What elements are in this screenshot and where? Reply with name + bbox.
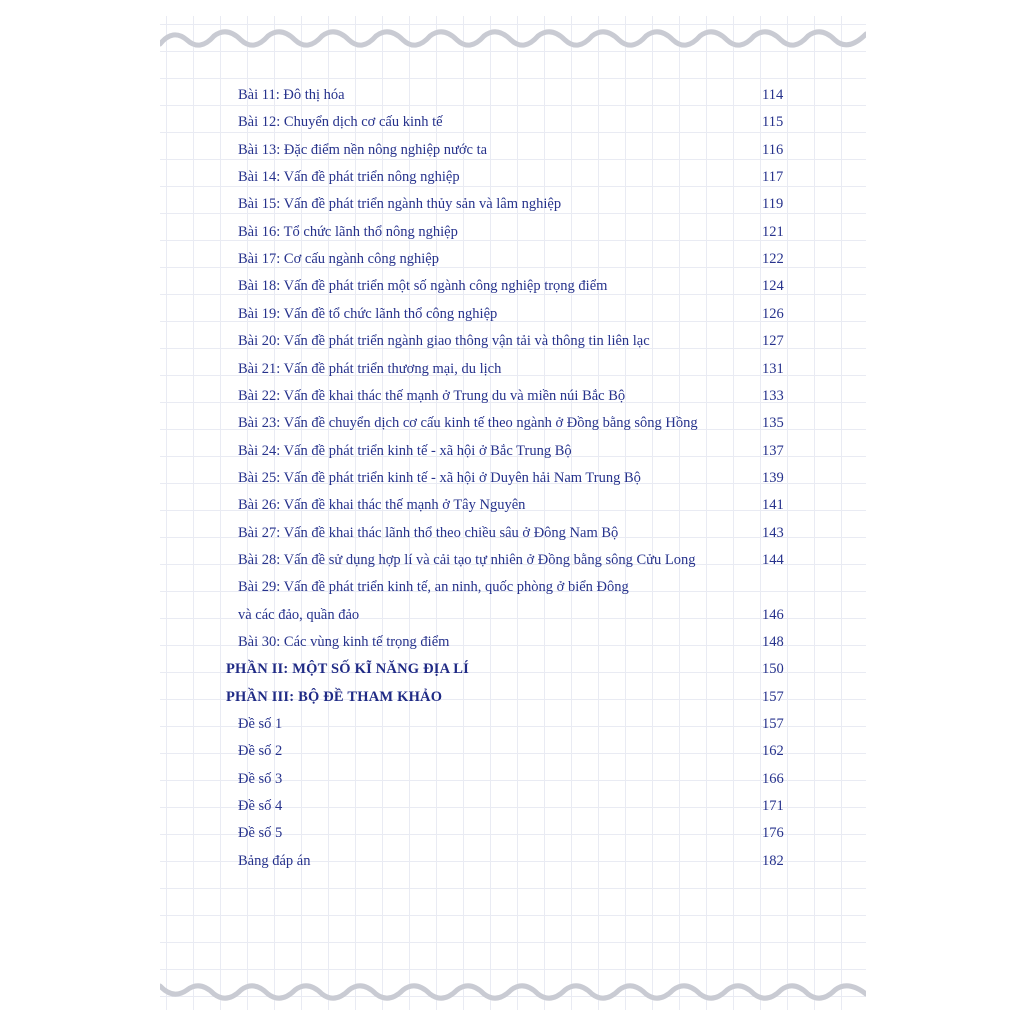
toc-entry — [160, 246, 866, 273]
toc-entry-title: Bài 14: Vấn đề phát triển nông nghiệp — [238, 169, 460, 186]
toc-entry-title: Bài 28: Vấn đề sử dụng hợp lí và cải tạo tự nhiên ở Đồng bằng sông Cửu Long — [238, 551, 696, 568]
toc-entry-page-number: 157 — [762, 716, 784, 733]
toc-entry-page-number: 176 — [762, 825, 784, 842]
toc-entry-page-number: 137 — [762, 442, 784, 459]
toc-entry — [160, 410, 866, 437]
toc-entry-page-number: 162 — [762, 743, 784, 760]
toc-entry — [160, 629, 866, 656]
toc-entry-page-number: 114 — [762, 87, 784, 103]
toc-entry — [160, 520, 866, 547]
toc-entry — [160, 273, 866, 300]
toc-entry-page-number: 131 — [762, 360, 784, 377]
toc-entry-page-number: 122 — [762, 251, 784, 268]
toc-entry — [160, 109, 866, 136]
toc-entry-title: Bài 26: Vấn đề khai thác thế mạnh ở Tây Nguyên — [238, 497, 526, 514]
toc-entry-title: Bài 17: Cơ cấu ngành công nghiệp — [238, 251, 439, 268]
toc-entry-page-number: 171 — [762, 798, 784, 815]
toc-entry — [160, 492, 866, 519]
toc-entry-page-number: 126 — [762, 305, 784, 322]
toc-entry-page-number: 148 — [762, 634, 784, 650]
toc-entry-page-number: 146 — [762, 606, 784, 623]
toc-entry-page-number: 115 — [762, 114, 784, 131]
toc-entry-title: PHẦN III: BỘ ĐỀ THAM KHẢO — [226, 688, 443, 705]
toc-entry-page-number: 119 — [762, 196, 784, 213]
toc-entry — [160, 738, 866, 765]
toc-entry-title: Bài 22: Vấn đề khai thác thế mạnh ở Trung du và miền núi Bắc Bộ — [238, 387, 626, 404]
toc-entry-page-number: 150 — [762, 661, 784, 678]
toc-entry — [160, 820, 866, 847]
toc-entry-title: Đề số 1 — [238, 716, 283, 733]
toc-entry-title: Đề số 5 — [238, 825, 283, 842]
toc-entry-title: Đề số 4 — [238, 798, 283, 815]
toc-part-heading — [160, 656, 866, 683]
toc-entry-title: Bài 24: Vấn đề phát triển kinh tế - xã hội ở Bắc Trung Bộ — [238, 442, 572, 459]
toc-entry — [160, 711, 866, 738]
toc-entry — [160, 574, 866, 601]
toc-entry-page-number: 133 — [762, 387, 784, 404]
toc-entry-title: Bài 19: Vấn đề tổ chức lãnh thổ công nghiệp — [238, 305, 498, 322]
toc-entry-title: Bài 13: Đặc điểm nền nông nghiệp nước ta — [238, 141, 488, 158]
toc-entry-title: Bài 15: Vấn đề phát triển ngành thủy sản và lâm nghiệp — [238, 196, 562, 213]
toc-entry-title: Bài 30: Các vùng kinh tế trọng điểm — [238, 634, 450, 650]
toc-entry-page-number: 135 — [762, 415, 784, 432]
toc-entry-page-number: 141 — [762, 497, 784, 514]
toc-entry-title: PHẦN II: MỘT SỐ KĨ NĂNG ĐỊA LÍ — [226, 661, 469, 678]
toc-entry-page-number: 139 — [762, 469, 784, 486]
toc-entry — [160, 328, 866, 355]
toc-entry-page-number: 127 — [762, 333, 784, 350]
toc-entry-title: Bài 23: Vấn đề chuyển dịch cơ cấu kinh tế theo ngành ở Đồng bằng sông Hồng — [238, 415, 698, 432]
toc-entry-page-number: 166 — [762, 770, 784, 787]
toc-entry — [160, 383, 866, 410]
toc-entry-page-number: 117 — [762, 169, 784, 186]
toc-entry-title: Bài 29: Vấn đề phát triển kinh tế, an ninh, quốc phòng ở biển Đông — [238, 579, 629, 596]
toc-entry-title: và các đảo, quần đảo — [238, 606, 360, 623]
toc-entry-page-number: 121 — [762, 223, 784, 240]
toc-entry — [160, 82, 866, 109]
toc-entry — [160, 547, 866, 574]
toc-entry-title: Bài 21: Vấn đề phát triển thương mại, du lịch — [238, 360, 502, 377]
toc-entry-title: Bài 11: Đô thị hóa — [238, 87, 345, 103]
toc-entry-page-number: 182 — [762, 852, 784, 869]
toc-entry — [160, 793, 866, 820]
toc-entry-title: Bài 16: Tổ chức lãnh thổ nông nghiệp — [238, 223, 458, 240]
toc-entry-title: Bảng đáp án — [238, 852, 311, 869]
table-of-contents — [160, 16, 866, 1010]
toc-entry-page-number: 157 — [762, 688, 784, 705]
toc-entry — [160, 301, 866, 328]
toc-entry — [160, 438, 866, 465]
document-page — [160, 16, 866, 1010]
toc-entry-title: Bài 20: Vấn đề phát triển ngành giao thông vận tải và thông tin liên lạc — [238, 333, 650, 350]
toc-entry — [160, 848, 866, 875]
toc-entry-title: Bài 27: Vấn đề khai thác lãnh thổ theo chiều sâu ở Đông Nam Bộ — [238, 524, 619, 541]
toc-entry — [160, 602, 866, 629]
toc-entry-title: Đề số 2 — [238, 743, 283, 760]
toc-entry-title: Bài 18: Vấn đề phát triển một số ngành công nghiệp trọng điểm — [238, 278, 608, 295]
toc-entry — [160, 465, 866, 492]
toc-entry — [160, 164, 866, 191]
toc-entry-page-number: 144 — [762, 551, 784, 568]
toc-entry — [160, 137, 866, 164]
toc-entry-page-number: 143 — [762, 524, 784, 541]
toc-part-heading — [160, 684, 866, 711]
toc-entry — [160, 766, 866, 793]
toc-entry — [160, 356, 866, 383]
toc-entry-title: Bài 25: Vấn đề phát triển kinh tế - xã hội ở Duyên hải Nam Trung Bộ — [238, 469, 641, 486]
toc-entry — [160, 191, 866, 218]
toc-entry-title: Bài 12: Chuyển dịch cơ cấu kinh tế — [238, 114, 443, 131]
toc-entry — [160, 219, 866, 246]
toc-entry-title: Đề số 3 — [238, 770, 283, 787]
toc-entry-page-number: 124 — [762, 278, 784, 295]
toc-entry-page-number: 116 — [762, 141, 784, 158]
